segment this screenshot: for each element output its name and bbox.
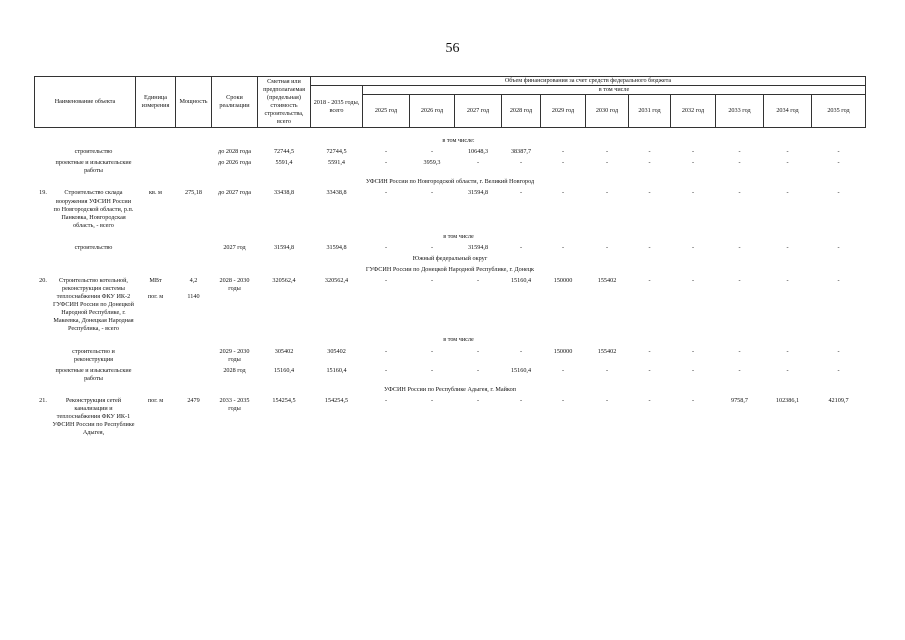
cost-cell: 33438,8 xyxy=(273,189,295,197)
year-value: - xyxy=(384,396,388,404)
year-value: 150000 xyxy=(553,277,573,284)
section-title: УФСИН России по Новгородской области, г. Великий Новгород xyxy=(365,178,535,186)
header-year: 2033 год xyxy=(716,95,764,128)
table-row xyxy=(35,188,866,231)
table-row xyxy=(35,147,866,158)
year-value: - xyxy=(476,159,480,167)
year-value: - xyxy=(648,396,651,404)
unit-cell xyxy=(136,347,176,366)
year-value: - xyxy=(561,396,565,404)
total-cell: 5591,4 xyxy=(327,159,345,167)
year-value: - xyxy=(384,159,388,167)
year-value: - xyxy=(691,277,695,284)
year-value: 15160,4 xyxy=(510,366,532,374)
year-value: - xyxy=(605,148,609,156)
subheading-label: в том числе xyxy=(443,336,474,344)
year-value: - xyxy=(384,366,388,374)
unit-cell: пог. м xyxy=(147,396,164,404)
year-value: - xyxy=(837,347,840,355)
year-value: - xyxy=(648,159,651,167)
year-value: - xyxy=(519,396,523,404)
header-year: 2032 год xyxy=(671,95,716,128)
subheading-label: в том числе: xyxy=(442,137,475,145)
row-number xyxy=(35,147,52,158)
cost-cell: 320562,4 xyxy=(272,277,296,284)
cost-cell: 305402 xyxy=(274,347,294,355)
year-value: 15160,4 xyxy=(510,277,532,284)
unit-cell xyxy=(136,147,176,158)
unit-cell xyxy=(136,158,176,177)
year-value: - xyxy=(786,366,789,374)
object-name: Реконструкция сетей канализации и теплоснабжения ФКУ ИК-1 УФСИН России по Республике Адыгея, xyxy=(52,396,135,437)
row-number: 19. xyxy=(39,189,47,197)
year-value: - xyxy=(786,347,789,355)
year-value: - xyxy=(648,148,651,156)
table-header xyxy=(35,77,866,128)
year-value: 155402 xyxy=(597,277,617,284)
page-number: 56 xyxy=(445,41,460,56)
year-value: - xyxy=(384,243,388,251)
year-value: - xyxy=(786,148,789,156)
period-cell: 2029 - 2030 годы xyxy=(219,347,250,363)
year-value: - xyxy=(691,148,695,156)
header-total: 2018 - 2035 годы, всего xyxy=(311,86,363,128)
row-number xyxy=(35,366,52,385)
period-cell: 2033 - 2035 годы xyxy=(219,396,250,412)
subheading-label: в том числе xyxy=(443,232,474,240)
year-value: - xyxy=(561,148,565,156)
section-title: ГУФСИН России по Донецкой Народной Республике, г. Донецк xyxy=(365,265,535,273)
header-including: в том числе xyxy=(363,86,866,95)
object-name: строительство xyxy=(74,243,113,251)
year-value: - xyxy=(786,243,789,251)
total-cell: 305402 xyxy=(327,347,346,355)
cost-cell: 5591,4 xyxy=(275,159,293,167)
total-cell: 33438,8 xyxy=(326,189,347,197)
year-value: - xyxy=(738,243,741,251)
year-value: 10648,3 xyxy=(467,148,489,156)
table-row xyxy=(35,396,866,439)
year-value: - xyxy=(738,189,741,197)
header-year: 2027 год xyxy=(455,95,502,128)
header-year: 2030 год xyxy=(586,95,629,128)
capacity-cell: 275,18 xyxy=(184,189,202,197)
year-value: - xyxy=(561,189,565,197)
year-value: - xyxy=(648,243,651,251)
section-title: Южный федеральный округ xyxy=(412,254,488,262)
year-value: - xyxy=(430,366,434,374)
total-cell: 72744,5 xyxy=(326,148,347,156)
header-year: 2028 год xyxy=(502,95,541,128)
year-value: - xyxy=(691,159,695,167)
year-value: 102386,1 xyxy=(775,396,800,404)
period-cell: 2028 - 2030 годы xyxy=(219,277,250,293)
year-value: - xyxy=(430,243,434,251)
total-cell: 15160,4 xyxy=(326,366,347,374)
year-value: 31594,8 xyxy=(467,189,489,197)
object-name: Строительство склада вооружения УФСИН России по Новгородской области, р.п. Панковка, Новгородская область, - всего xyxy=(53,189,134,229)
total-cell: 31594,8 xyxy=(326,243,347,251)
header-estimated-cost: Сметная или предполагаемая (предельная) стоимость строительства, всего xyxy=(258,77,311,128)
year-value: - xyxy=(384,189,388,197)
object-name: Строительство котельной, реконструкция системы теплоснабжения ФКУ ИК-2 ГУФСИН России по Донецкой Народной Республике, г. Макеевка, Донецкая Народная Республика, - всего xyxy=(53,277,134,333)
subheading-row xyxy=(35,232,866,243)
header-year: 2031 год xyxy=(629,95,671,128)
table-row xyxy=(35,366,866,385)
header-period: Сроки реализации xyxy=(212,77,258,128)
year-value: 42109,7 xyxy=(828,396,849,404)
year-value: - xyxy=(691,396,695,404)
object-name: проектные и изыскательские работы xyxy=(55,159,132,175)
header-year: 2029 год xyxy=(541,95,586,128)
year-value: - xyxy=(476,396,480,404)
object-name: строительство xyxy=(74,148,113,156)
year-value: - xyxy=(561,159,565,167)
year-value: - xyxy=(430,396,434,404)
capacity-cell: 2479 xyxy=(187,396,200,404)
year-value: 38387,7 xyxy=(510,148,532,156)
year-value: - xyxy=(837,243,840,251)
table-row xyxy=(35,276,866,335)
year-value: - xyxy=(738,148,741,156)
table-row xyxy=(35,158,866,177)
year-value: - xyxy=(738,159,741,167)
header-year: 2025 год xyxy=(363,95,410,128)
year-value: - xyxy=(384,148,388,156)
year-value: - xyxy=(476,366,480,374)
capacity-cell xyxy=(176,347,212,366)
header-year: 2035 год xyxy=(812,95,866,128)
year-value: - xyxy=(691,189,695,197)
year-value: - xyxy=(691,366,695,374)
row-number xyxy=(35,347,52,366)
header-year: 2026 год xyxy=(410,95,455,128)
year-value: - xyxy=(738,277,741,284)
year-value: - xyxy=(648,277,651,284)
cost-cell: 15160,4 xyxy=(273,366,295,374)
year-value: - xyxy=(605,159,609,167)
year-value: - xyxy=(430,347,434,355)
unit-cell xyxy=(136,366,176,385)
year-value: - xyxy=(519,159,523,167)
year-value: - xyxy=(648,189,651,197)
section-row xyxy=(35,265,866,276)
section-row xyxy=(35,385,866,396)
row-number xyxy=(35,136,52,147)
year-value: - xyxy=(786,277,789,284)
year-value: - xyxy=(837,148,840,156)
year-value: - xyxy=(605,189,609,197)
row-number xyxy=(35,335,52,346)
table-row xyxy=(35,347,866,366)
total-cell: 154254,5 xyxy=(324,396,349,404)
unit-cell xyxy=(136,243,176,254)
year-value: - xyxy=(691,347,695,355)
unit-cell: кв. м xyxy=(149,189,162,197)
year-value: - xyxy=(605,396,609,404)
year-value: - xyxy=(648,366,651,374)
row-number xyxy=(35,158,52,177)
year-value: - xyxy=(837,159,840,167)
total-cell: 320562,4 xyxy=(324,277,349,284)
section-row xyxy=(35,254,866,265)
year-value: - xyxy=(519,189,523,197)
year-value: - xyxy=(519,243,523,251)
section-row xyxy=(35,177,866,188)
capacity-cell: 4,2 1140 xyxy=(187,277,200,301)
period-cell: 2027 год xyxy=(223,243,246,251)
year-value: - xyxy=(561,366,565,374)
year-value: 150000 xyxy=(553,347,573,355)
header-year: 2034 год xyxy=(764,95,812,128)
table-body xyxy=(35,128,866,440)
year-value: - xyxy=(605,366,609,374)
object-name: проектные и изыскательские работы xyxy=(55,366,132,382)
period-cell: до 2028 года xyxy=(218,148,251,156)
cost-cell: 154254,5 xyxy=(272,396,296,404)
year-value: - xyxy=(837,189,840,197)
year-value: 31594,8 xyxy=(467,243,489,251)
financing-table xyxy=(34,76,866,439)
year-value: - xyxy=(430,277,434,284)
capacity-cell xyxy=(176,243,212,254)
capacity-cell xyxy=(176,158,212,177)
year-value: - xyxy=(786,159,789,167)
cost-cell: 72744,5 xyxy=(273,148,295,156)
year-value: - xyxy=(786,189,789,197)
year-value: - xyxy=(430,148,434,156)
year-value: 3959,3 xyxy=(423,159,441,167)
capacity-cell xyxy=(176,147,212,158)
year-value: - xyxy=(738,347,741,355)
cost-cell: 31594,8 xyxy=(273,243,295,251)
row-number: 20. xyxy=(39,277,47,284)
unit-cell: МВт пог. м xyxy=(147,277,164,301)
year-value: - xyxy=(837,366,840,374)
header-funding-title: Объем финансирования за счет средств федерального бюджета xyxy=(311,77,866,86)
year-value: - xyxy=(476,277,480,284)
header-unit: Единица измерения xyxy=(136,77,176,128)
year-value: 155402 xyxy=(597,347,617,355)
year-value: - xyxy=(738,366,741,374)
object-name: строительство и реконструкция xyxy=(72,347,115,363)
year-value: - xyxy=(691,243,695,251)
row-number: 21. xyxy=(39,396,47,404)
header-capacity: Мощность xyxy=(176,77,212,128)
year-value: - xyxy=(384,347,388,355)
capacity-cell xyxy=(176,366,212,385)
table-row xyxy=(35,243,866,254)
year-value: - xyxy=(430,189,434,197)
period-cell: до 2026 года xyxy=(218,159,251,167)
subheading-row xyxy=(35,335,866,346)
year-value: - xyxy=(648,347,651,355)
year-value: - xyxy=(519,347,523,355)
year-value: - xyxy=(384,277,388,284)
row-number xyxy=(35,232,52,243)
year-value: - xyxy=(837,277,840,284)
section-title: УФСИН России по Республике Адыгея, г. Майкоп xyxy=(384,385,516,393)
subheading-row xyxy=(35,136,866,147)
year-value: 9758,7 xyxy=(730,396,748,404)
period-cell: до 2027 года xyxy=(218,189,251,197)
row-number xyxy=(35,243,52,254)
year-value: - xyxy=(561,243,565,251)
year-value: - xyxy=(605,243,609,251)
period-cell: 2028 год xyxy=(223,366,246,374)
header-name: Наименование объекта xyxy=(35,77,136,128)
year-value: - xyxy=(476,347,480,355)
